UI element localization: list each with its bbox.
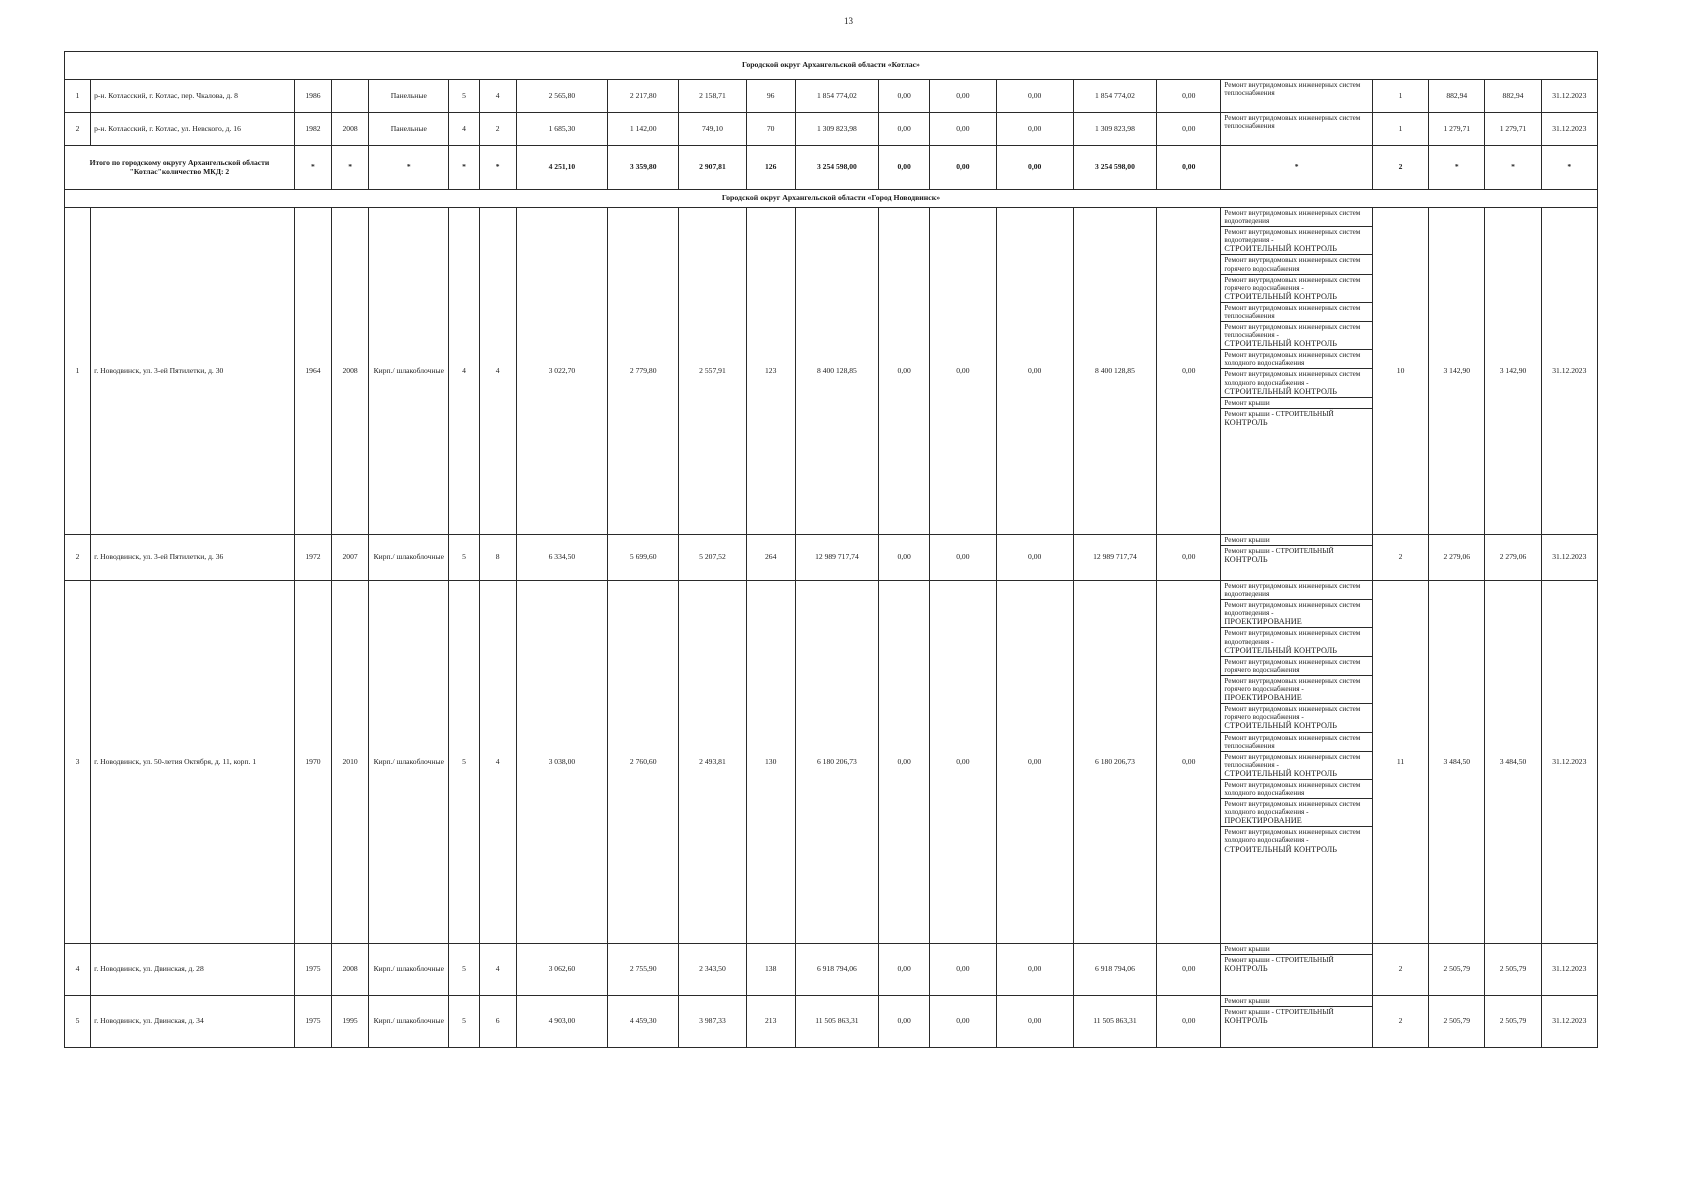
cell-reg: 0,00	[930, 80, 996, 113]
cell-owners: 8 400 128,85	[1073, 208, 1156, 535]
cell-area-res: 749,10	[679, 113, 746, 146]
cell-n: 2	[65, 535, 91, 581]
cell-other: 0,00	[1157, 80, 1221, 113]
cell-entrances: 8	[479, 535, 516, 581]
cell-year-built: 1964	[294, 208, 331, 535]
work-list	[1221, 996, 1372, 1026]
cell-fund: 0,00	[879, 208, 930, 535]
cell-other: 0,00	[1157, 996, 1221, 1048]
works-cell	[1221, 996, 1373, 1048]
cell-entrances: 6	[479, 996, 516, 1048]
total-unit-cost: *	[1429, 146, 1485, 190]
cell-entrances: 4	[479, 208, 516, 535]
section-header-row	[65, 52, 1598, 80]
cell-n: 5	[65, 996, 91, 1048]
work-item	[1221, 208, 1372, 227]
work-item	[1221, 546, 1372, 565]
work-control-label: КОНТРОЛЬ	[1224, 1016, 1268, 1026]
cell-year-repair: 1995	[332, 996, 369, 1048]
work-item	[1221, 704, 1372, 732]
work-text: Ремонт внутридомовых инженерных систем холодного водоснабжения	[1224, 780, 1361, 797]
cell-area-living: 1 142,00	[608, 113, 679, 146]
cell-floors: 4	[449, 208, 479, 535]
cell-cost-total: 6 918 794,06	[795, 944, 878, 996]
work-control-label: КОНТРОЛЬ	[1224, 417, 1268, 427]
cell-floors: 4	[449, 113, 479, 146]
cell-works-count: 2	[1372, 535, 1428, 581]
work-item	[1221, 676, 1372, 704]
cell-floors: 5	[449, 996, 479, 1048]
total-c3: *	[369, 146, 449, 190]
cell-mun: 0,00	[996, 996, 1073, 1048]
cell-n: 1	[65, 80, 91, 113]
work-control-label: СТРОИТЕЛЬНЫЙ КОНТРОЛЬ	[1224, 721, 1338, 731]
total-residents: 126	[746, 146, 795, 190]
work-text: Ремонт внутридомовых инженерных систем холодного водоснабжения -	[1224, 370, 1361, 387]
cell-year-repair: 2008	[332, 208, 369, 535]
cell-area-res: 3 987,33	[679, 996, 746, 1048]
cell-unit-cost: 3 484,50	[1429, 581, 1485, 944]
work-control-label: СТРОИТЕЛЬНЫЙ КОНТРОЛЬ	[1224, 244, 1338, 254]
work-text: Ремонт внутридомовых инженерных систем теплоснабжения	[1224, 81, 1361, 98]
cell-reg: 0,00	[930, 208, 996, 535]
cell-area-living: 2 217,80	[608, 80, 679, 113]
cell-area-res: 2 557,91	[679, 208, 746, 535]
work-item	[1221, 255, 1372, 274]
work-control-label: КОНТРОЛЬ	[1224, 555, 1268, 565]
work-list	[1221, 80, 1372, 98]
cell-unit-cost: 3 142,90	[1429, 208, 1485, 535]
cell-max-cost: 2 279,06	[1485, 535, 1541, 581]
cell-area-total: 3 038,00	[516, 581, 607, 944]
cell-walls: Кирп./ шлакоблочные	[369, 944, 449, 996]
work-item	[1221, 628, 1372, 656]
work-text: Ремонт внутридомовых инженерных систем горячего водоснабжения -	[1224, 676, 1361, 693]
cell-max-cost: 1 279,71	[1485, 113, 1541, 146]
work-control-label: ПРОЕКТИРОВАНИЕ	[1224, 816, 1302, 826]
work-item	[1221, 350, 1372, 369]
cell-deadline: 31.12.2023	[1541, 80, 1597, 113]
cell-deadline: 31.12.2023	[1541, 944, 1597, 996]
work-text: Ремонт крыши	[1224, 398, 1270, 407]
cell-works-count: 10	[1372, 208, 1428, 535]
cell-address: г. Новодвинск, ул. Двинская, д. 28	[91, 944, 295, 996]
cell-area-living: 2 760,60	[608, 581, 679, 944]
work-text: Ремонт внутридомовых инженерных систем горячего водоснабжения -	[1224, 275, 1361, 292]
cell-area-total: 4 903,00	[516, 996, 607, 1048]
cell-entrances: 2	[479, 113, 516, 146]
work-text: Ремонт крыши - СТРОИТЕЛЬНЫЙ	[1224, 956, 1334, 965]
total-deadline: *	[1541, 146, 1597, 190]
work-list	[1221, 113, 1372, 131]
total-c5: *	[479, 146, 516, 190]
work-text: Ремонт внутридомовых инженерных систем водоотведения	[1224, 209, 1361, 226]
cell-area-res: 5 207,52	[679, 535, 746, 581]
work-list	[1221, 208, 1372, 428]
cell-n: 3	[65, 581, 91, 944]
section-header-row	[65, 190, 1598, 208]
cell-reg: 0,00	[930, 581, 996, 944]
cell-floors: 5	[449, 535, 479, 581]
work-text: Ремонт крыши - СТРОИТЕЛЬНЫЙ	[1224, 409, 1334, 418]
cell-floors: 5	[449, 944, 479, 996]
cell-owners: 6 180 206,73	[1073, 581, 1156, 944]
work-text: Ремонт внутридомовых инженерных систем горячего водоснабжения	[1224, 256, 1361, 273]
work-item	[1221, 944, 1372, 955]
work-control-label: СТРОИТЕЛЬНЫЙ КОНТРОЛЬ	[1224, 386, 1338, 396]
cell-owners: 1 854 774,02	[1073, 80, 1156, 113]
cell-year-built: 1982	[294, 113, 331, 146]
cell-fund: 0,00	[879, 944, 930, 996]
cell-residents: 138	[746, 944, 795, 996]
page-number: 13	[844, 16, 853, 26]
work-control-label: СТРОИТЕЛЬНЫЙ КОНТРОЛЬ	[1224, 645, 1338, 655]
work-item	[1221, 227, 1372, 255]
cell-unit-cost: 2 505,79	[1429, 996, 1485, 1048]
work-control-label: ПРОЕКТИРОВАНИЕ	[1224, 693, 1302, 702]
cell-owners: 11 505 863,31	[1073, 996, 1156, 1048]
table-row	[65, 80, 1598, 113]
cell-mun: 0,00	[996, 80, 1073, 113]
cell-floors: 5	[449, 581, 479, 944]
cell-n: 1	[65, 208, 91, 535]
cell-deadline: 31.12.2023	[1541, 535, 1597, 581]
table-row	[65, 535, 1598, 581]
work-item	[1221, 369, 1372, 397]
work-item	[1221, 275, 1372, 303]
cell-entrances: 4	[479, 581, 516, 944]
cell-residents: 96	[746, 80, 795, 113]
cell-max-cost: 3 142,90	[1485, 208, 1541, 535]
cell-other: 0,00	[1157, 208, 1221, 535]
work-item	[1221, 799, 1372, 827]
cell-works-count: 2	[1372, 996, 1428, 1048]
work-text: Ремонт внутридомовых инженерных систем водоотведения -	[1224, 228, 1361, 245]
work-item	[1221, 996, 1372, 1007]
cell-works-count: 1	[1372, 113, 1428, 146]
cell-year-repair: 2008	[332, 113, 369, 146]
cell-fund: 0,00	[879, 80, 930, 113]
section-title: Городской округ Архангельской области «Город Новодвинск»	[65, 190, 1598, 208]
work-control-label: СТРОИТЕЛЬНЫЙ КОНТРОЛЬ	[1224, 339, 1338, 349]
cell-entrances: 4	[479, 944, 516, 996]
cell-reg: 0,00	[930, 113, 996, 146]
cell-unit-cost: 2 505,79	[1429, 944, 1485, 996]
cell-walls: Панельные	[369, 80, 449, 113]
cell-area-res: 2 343,50	[679, 944, 746, 996]
work-item	[1221, 600, 1372, 628]
work-item	[1221, 827, 1372, 854]
work-text: Ремонт внутридомовых инженерных систем холодного водоснабжения	[1224, 351, 1361, 368]
cell-unit-cost: 1 279,71	[1429, 113, 1485, 146]
cell-fund: 0,00	[879, 113, 930, 146]
work-item	[1221, 409, 1372, 428]
cell-reg: 0,00	[930, 996, 996, 1048]
cell-area-total: 3 022,70	[516, 208, 607, 535]
total-label: Итого по городскому округу Архангельской области "Котлас"количество МКД: 2	[65, 146, 295, 190]
cell-reg: 0,00	[930, 944, 996, 996]
table-row	[65, 208, 1598, 535]
total-row	[65, 146, 1598, 190]
work-item	[1221, 535, 1372, 546]
works-cell	[1221, 80, 1373, 113]
cell-owners: 12 989 717,74	[1073, 535, 1156, 581]
total-mun: 0,00	[996, 146, 1073, 190]
work-item	[1221, 752, 1372, 780]
cell-area-living: 4 459,30	[608, 996, 679, 1048]
cell-year-repair: 2010	[332, 581, 369, 944]
cell-reg: 0,00	[930, 535, 996, 581]
table-row	[65, 996, 1598, 1048]
cell-area-total: 1 685,30	[516, 113, 607, 146]
work-item	[1221, 398, 1372, 409]
cell-owners: 6 918 794,06	[1073, 944, 1156, 996]
cell-mun: 0,00	[996, 535, 1073, 581]
work-item	[1221, 657, 1372, 676]
cell-address: р-н. Котласский, г. Котлас, пер. Чкалова, д. 8	[91, 80, 295, 113]
work-text: Ремонт внутридомовых инженерных систем теплоснабжения -	[1224, 752, 1361, 769]
cell-residents: 264	[746, 535, 795, 581]
work-control-label: ПРОЕКТИРОВАНИЕ	[1224, 617, 1302, 627]
cell-year-built: 1972	[294, 535, 331, 581]
cell-n: 2	[65, 113, 91, 146]
cell-works-count: 2	[1372, 944, 1428, 996]
cell-area-total: 3 062,60	[516, 944, 607, 996]
cell-mun: 0,00	[996, 208, 1073, 535]
cell-n: 4	[65, 944, 91, 996]
works-cell	[1221, 535, 1373, 581]
cell-max-cost: 2 505,79	[1485, 944, 1541, 996]
cell-year-repair: 2008	[332, 944, 369, 996]
work-text: Ремонт внутридомовых инженерных систем водоотведения	[1224, 582, 1361, 599]
cell-address: г. Новодвинск, ул. 3-ей Пятилетки, д. 30	[91, 208, 295, 535]
work-text: Ремонт внутридомовых инженерных систем холодного водоснабжения -	[1224, 828, 1361, 845]
cell-fund: 0,00	[879, 535, 930, 581]
work-text: Ремонт внутридомовых инженерных систем теплоснабжения -	[1224, 323, 1361, 340]
cell-walls: Кирп./ шлакоблочные	[369, 535, 449, 581]
work-text: Ремонт крыши - СТРОИТЕЛЬНЫЙ	[1224, 1008, 1334, 1017]
cell-floors: 5	[449, 80, 479, 113]
cell-walls: Кирп./ шлакоблочные	[369, 581, 449, 944]
cell-residents: 70	[746, 113, 795, 146]
table-row	[65, 944, 1598, 996]
work-text: Ремонт крыши - СТРОИТЕЛЬНЫЙ	[1224, 547, 1334, 556]
total-area-living: 3 359,80	[608, 146, 679, 190]
work-text: Ремонт внутридомовых инженерных систем теплоснабжения	[1224, 733, 1361, 750]
work-control-label: СТРОИТЕЛЬНЫЙ КОНТРОЛЬ	[1224, 291, 1338, 301]
capital-repair-table	[64, 51, 1598, 1048]
work-item	[1221, 955, 1372, 974]
cell-cost-total: 12 989 717,74	[795, 535, 878, 581]
total-area-res: 2 907,81	[679, 146, 746, 190]
work-text: Ремонт крыши	[1224, 997, 1270, 1005]
cell-deadline: 31.12.2023	[1541, 581, 1597, 944]
cell-cost-total: 1 309 823,98	[795, 113, 878, 146]
cell-works-count: 1	[1372, 80, 1428, 113]
work-item	[1221, 303, 1372, 322]
work-item	[1221, 581, 1372, 600]
work-item	[1221, 80, 1372, 98]
cell-deadline: 31.12.2023	[1541, 996, 1597, 1048]
work-item	[1221, 113, 1372, 131]
cell-address: г. Новодвинск, ул. 3-ей Пятилетки, д. 36	[91, 535, 295, 581]
cell-area-res: 2 493,81	[679, 581, 746, 944]
cell-area-living: 5 699,60	[608, 535, 679, 581]
table-row	[65, 581, 1598, 944]
cell-address: г. Новодвинск, ул. 50-летия Октября, д. 11, корп. 1	[91, 581, 295, 944]
work-text: Ремонт внутридомовых инженерных систем теплоснабжения	[1224, 303, 1361, 320]
cell-unit-cost: 2 279,06	[1429, 535, 1485, 581]
total-area-total: 4 251,10	[516, 146, 607, 190]
cell-entrances: 4	[479, 80, 516, 113]
cell-year-built: 1975	[294, 944, 331, 996]
cell-fund: 0,00	[879, 996, 930, 1048]
cell-unit-cost: 882,94	[1429, 80, 1485, 113]
works-cell	[1221, 944, 1373, 996]
work-text: Ремонт внутридомовых инженерных систем водоотведения -	[1224, 601, 1361, 618]
section-title: Городской округ Архангельской области «Котлас»	[65, 52, 1598, 80]
table-row	[65, 113, 1598, 146]
cell-cost-total: 6 180 206,73	[795, 581, 878, 944]
works-cell	[1221, 113, 1373, 146]
total-c1: *	[294, 146, 331, 190]
cell-other: 0,00	[1157, 581, 1221, 944]
cell-year-built: 1970	[294, 581, 331, 944]
work-text: Ремонт крыши	[1224, 945, 1270, 953]
work-text: Ремонт внутридомовых инженерных систем теплоснабжения	[1224, 114, 1361, 131]
cell-works-count: 11	[1372, 581, 1428, 944]
work-item	[1221, 733, 1372, 752]
work-control-label: СТРОИТЕЛЬНЫЙ КОНТРОЛЬ	[1224, 768, 1338, 778]
cell-year-built: 1975	[294, 996, 331, 1048]
work-text: Ремонт крыши	[1224, 536, 1270, 544]
works-cell	[1221, 581, 1373, 944]
cell-mun: 0,00	[996, 944, 1073, 996]
cell-owners: 1 309 823,98	[1073, 113, 1156, 146]
cell-residents: 123	[746, 208, 795, 535]
cell-mun: 0,00	[996, 581, 1073, 944]
cell-walls: Кирп./ шлакоблочные	[369, 996, 449, 1048]
work-item	[1221, 1007, 1372, 1026]
cell-cost-total: 1 854 774,02	[795, 80, 878, 113]
total-works-count: 2	[1372, 146, 1428, 190]
cell-deadline: 31.12.2023	[1541, 208, 1597, 535]
cell-year-built: 1986	[294, 80, 331, 113]
cell-walls: Кирп./ шлакоблочные	[369, 208, 449, 535]
cell-deadline: 31.12.2023	[1541, 113, 1597, 146]
cell-cost-total: 11 505 863,31	[795, 996, 878, 1048]
work-text: Ремонт внутридомовых инженерных систем холодного водоснабжения -	[1224, 800, 1361, 817]
total-fund: 0,00	[879, 146, 930, 190]
cell-mun: 0,00	[996, 113, 1073, 146]
work-text: Ремонт внутридомовых инженерных систем водоотведения -	[1224, 629, 1361, 646]
cell-year-repair	[332, 80, 369, 113]
work-item	[1221, 780, 1372, 799]
cell-residents: 130	[746, 581, 795, 944]
cell-max-cost: 2 505,79	[1485, 996, 1541, 1048]
cell-walls: Панельные	[369, 113, 449, 146]
cell-residents: 213	[746, 996, 795, 1048]
total-cost-total: 3 254 598,00	[795, 146, 878, 190]
total-owners: 3 254 598,00	[1073, 146, 1156, 190]
cell-address: г. Новодвинск, ул. Двинская, д. 34	[91, 996, 295, 1048]
total-c2: *	[332, 146, 369, 190]
cell-other: 0,00	[1157, 535, 1221, 581]
total-c4: *	[449, 146, 479, 190]
cell-area-total: 6 334,50	[516, 535, 607, 581]
cell-cost-total: 8 400 128,85	[795, 208, 878, 535]
cell-year-repair: 2007	[332, 535, 369, 581]
work-list	[1221, 535, 1372, 565]
cell-area-total: 2 565,80	[516, 80, 607, 113]
work-text: Ремонт внутридомовых инженерных систем горячего водоснабжения	[1224, 657, 1361, 674]
cell-area-living: 2 755,90	[608, 944, 679, 996]
cell-area-living: 2 779,80	[608, 208, 679, 535]
total-reg: 0,00	[930, 146, 996, 190]
work-text: Ремонт внутридомовых инженерных систем горячего водоснабжения -	[1224, 705, 1361, 722]
cell-other: 0,00	[1157, 113, 1221, 146]
total-max-cost: *	[1485, 146, 1541, 190]
cell-max-cost: 3 484,50	[1485, 581, 1541, 944]
cell-fund: 0,00	[879, 581, 930, 944]
work-item	[1221, 322, 1372, 350]
cell-max-cost: 882,94	[1485, 80, 1541, 113]
work-control-label: КОНТРОЛЬ	[1224, 964, 1268, 974]
work-list	[1221, 944, 1372, 974]
cell-other: 0,00	[1157, 944, 1221, 996]
cell-address: р-н. Котласский, г. Котлас, ул. Невского, д. 16	[91, 113, 295, 146]
cell-area-res: 2 158,71	[679, 80, 746, 113]
total-other: 0,00	[1157, 146, 1221, 190]
work-list	[1221, 581, 1372, 855]
work-control-label: СТРОИТЕЛЬНЫЙ КОНТРОЛЬ	[1224, 844, 1338, 854]
total-works: *	[1221, 146, 1373, 190]
works-cell	[1221, 208, 1373, 535]
